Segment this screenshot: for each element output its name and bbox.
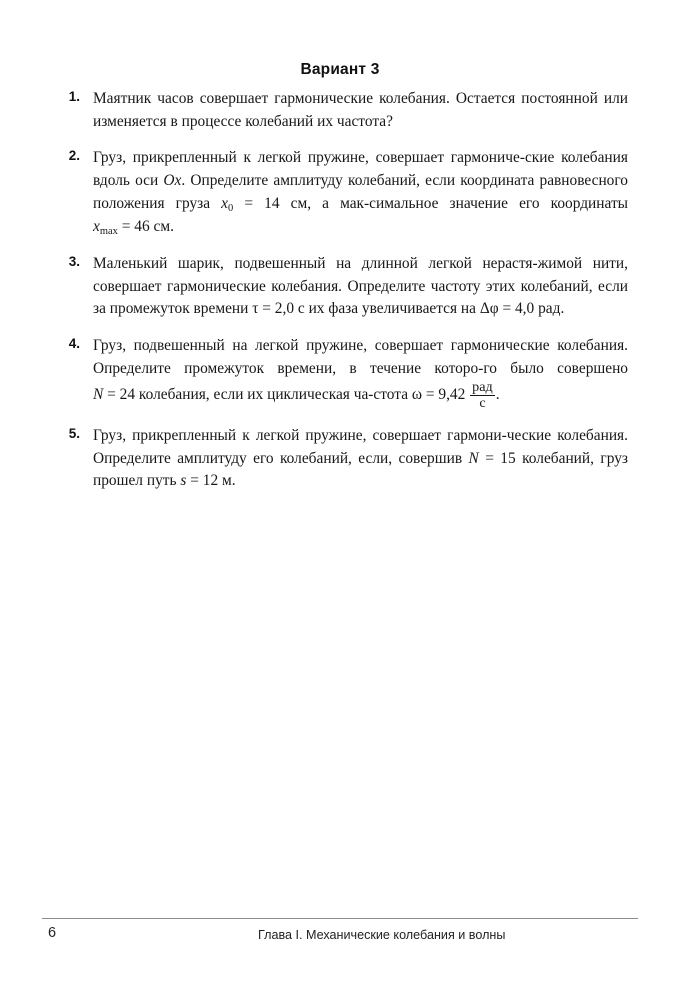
problem-text: Маятник часов совершает гармонические колебания. Остается постоянной или изменяется в процессе колебаний их частота?: [93, 90, 628, 130]
running-head: Глава I. Механические колебания и волны: [258, 928, 506, 942]
list-item: [58, 425, 628, 493]
problem-text: Груз, подвешенный на легкой пружине, совершает гармонические колебания. Определите промежуток времени, в течение которо-го было совершено N = 24 колебания, если их циклическая ча-стота ω = 9,42 $\frac{\text{рад}}{с}$ .: [93, 337, 628, 412]
problem-number: 1.: [68, 89, 80, 104]
problem-list: [58, 88, 628, 507]
page-number: 6: [48, 925, 57, 941]
problem-number: 3.: [68, 254, 80, 270]
footer-divider: [42, 918, 638, 919]
problem-text: Груз, прикрепленный к легкой пружине, совершает гармониче-ские колебания вдоль оси Ox. Определите амплитуду колебаний, если координата равновесного положения груза $x_0 = 14$ см, а мак-симальное значение его координаты $x_{max} = 46$ см.: [93, 149, 629, 237]
list-item: [58, 88, 628, 133]
list-item: [58, 335, 628, 411]
problem-number: 5.: [68, 426, 80, 442]
problem-text: Груз, прикрепленный к легкой пружине, совершает гармони-ческие колебания. Определите амплитуду его колебаний, если, совершив N = 15 колебаний, груз прошел путь s = 12 м.: [93, 427, 629, 490]
problem-number: 2.: [68, 148, 80, 164]
list-item: [58, 147, 628, 239]
problem-number: 4.: [68, 336, 80, 352]
list-item: [58, 253, 628, 321]
problem-text: Маленький шарик, подвешенный на длинной легкой нерастя-жимой нити, совершает гармонические колебания. Определите частоту этих колебаний, если за промежуток времени τ = 2,0 с их фаза увеличивается на Δφ = 4,0 рад.: [93, 255, 628, 318]
page-title: Вариант 3: [300, 61, 380, 78]
